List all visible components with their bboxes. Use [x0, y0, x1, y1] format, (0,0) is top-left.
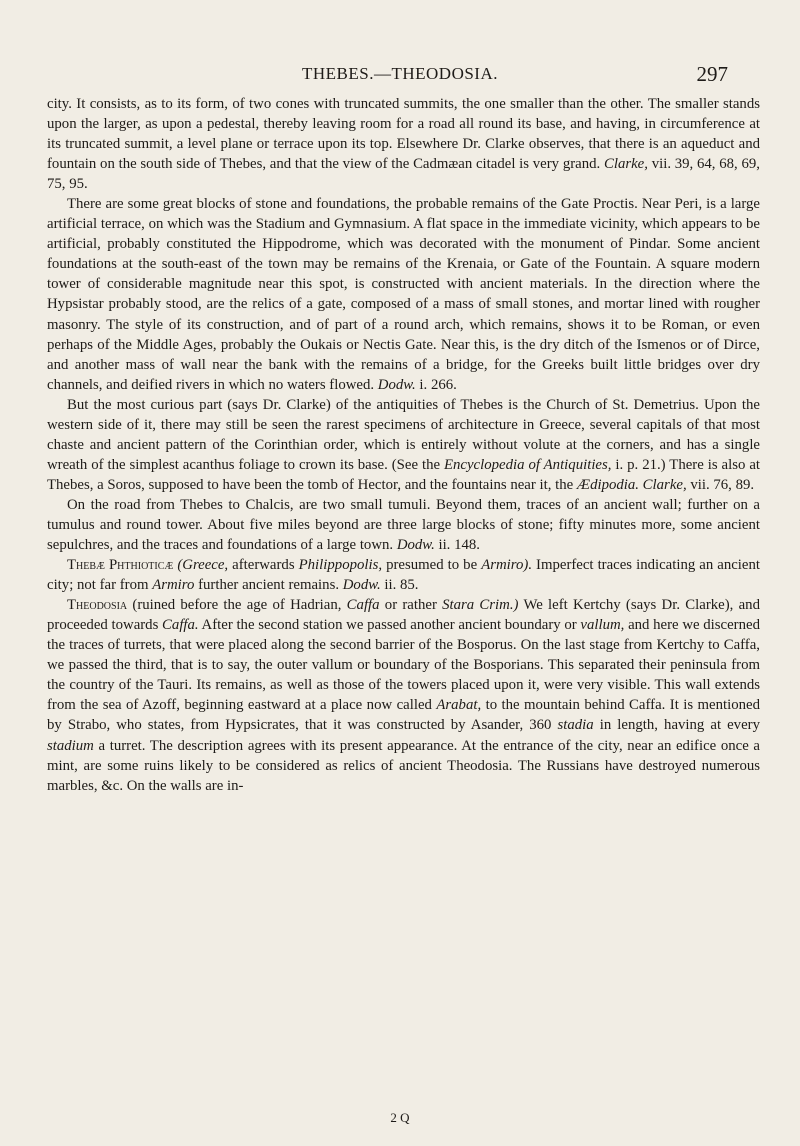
italic-text: Caffa.	[162, 617, 199, 634]
paragraph	[47, 94, 760, 194]
italic-text: Dodw.	[377, 376, 416, 393]
italic-text: Arabat,	[436, 697, 482, 714]
text-run: There are some great blocks of stone and foundations, the probable remains of the Gate Proctis. Near Peri, is a large artificial terrace, on which was the Stadium and Gymnasium. A flat space in the immediate vicinity, which appears to be artificial, probably constituted the Hippodrome, which was decorated with the monument of Pindar. Some ancient foundations at the south-east of the town may be remains of the Krenaia, or Gate of the Fountain. A square modern tower of considerable magnitude near this spot, is constructed with ancient materials. In the direction where the Hypsistar probably stood, are the relics of a gate, composed of a mass of small stones, and mortar lined with rougher masonry. The style of its construction, and of part of a round arch, which remains, shows it to be Roman, or even perhaps of the Middle Ages, probably the Oukais or Nectis Gate. Near this, is the dry ditch of the Ismenos or of Dirce, and another mass of wall near the bank with the remains of a bridge, for the Greeks built little bridges over dry channels, and deified rivers in which no waters flowed.	[47, 196, 760, 393]
text-run: city. It consists, as to its form, of two cones with truncated summits, the one smaller than the other. The smaller stands upon the larger, as upon a pedestal, thereby leaving room for a road all round its base, and having, in circumference at its truncated summit, a level plane or terrace upon its top. Elsewhere Dr. Clarke observes, that there is an aqueduct and fountain on the south side of Thebes, and that the view of the Cadmæan citadel is very grand.	[47, 96, 760, 173]
text-run: ii. 148.	[434, 537, 480, 554]
text-run: to the mountain behind Caffa. It is mentioned by Strabo, who states, from Hypsicrates, that it was constructed by Asander, 360	[47, 697, 760, 734]
italic-text: stadium	[47, 737, 94, 754]
text-run: After the second station we passed another ancient boundary or	[198, 617, 581, 634]
italic-text: Ædipodia. Clarke,	[576, 476, 687, 493]
italic-text: Armiro).	[481, 557, 533, 574]
text-run: or rather	[379, 597, 443, 614]
paragraph	[47, 555, 760, 595]
italic-text: Armiro	[152, 577, 195, 594]
text-run: But the most curious part (says Dr. Clarke) of the antiquities of Thebes is the Church of St. Demetrius. Upon the western side of it, there may still be seen the rarest specimens of architecture in Greece, several capitals of that most chaste and ancient pattern of the Corinthian order, which is entirely without volute at the corners, and has a single wreath of the simplest acanthus foliage to crown its base. (See the	[47, 396, 760, 473]
text-run: i. p. 21.) There is also at Thebes, a Soros, supposed to have been the tomb of Hector, and the fountains near it, the	[47, 456, 760, 493]
running-title: THEBES.—THEODOSIA.	[302, 64, 498, 83]
text-run: On the road from Thebes to Chalcis, are two small tumuli. Beyond them, traces of an ancient wall; further on a tumulus and round tower. About five miles beyond are three large blocks of stone; fifty minutes more, some ancient sepulchres, and the traces and foundations of a large town.	[47, 496, 760, 554]
page-number: 297	[696, 62, 728, 86]
signature-mark: 2 Q	[390, 1110, 410, 1125]
small-caps-heading: Thebæ Phthioticæ	[67, 557, 174, 574]
text-run: vii. 76, 89.	[686, 476, 755, 493]
paragraph	[47, 595, 760, 795]
text-run: and here we discerned the traces of turrets, that were placed along the second barrier of the Bosporus. On the last stage from Kertchy to Caffa, we passed the third, that is to say, the outer vallum or boundary of the Bosporians. This separated their peninsula from the country of the Tauri. Its remains, as well as those of the towers placed upon it, were very visible. This wall extends from the sea of Azoff, beginning eastward at a place now called	[47, 617, 760, 714]
page-header	[0, 62, 800, 92]
text-run: in length, having at every	[593, 717, 760, 734]
italic-text: Philippopolis,	[298, 557, 383, 574]
text-run: further ancient remains.	[194, 577, 343, 594]
text-run: Imperfect traces indicating an ancient city; not far from	[47, 557, 760, 594]
italic-text: (Greece,	[177, 557, 229, 574]
text-run: afterwards	[228, 557, 299, 574]
italic-text: Caffa	[346, 597, 380, 614]
italic-text: Encyclopedia of Antiquities,	[443, 456, 612, 473]
italic-text: Clarke,	[603, 156, 648, 173]
text-run: vii. 39, 64, 68, 69, 75, 95.	[47, 156, 760, 193]
text-run: We left Kertchy (says Dr. Clarke), and proceeded towards	[47, 597, 760, 634]
text-run: a turret. The description agrees with its present appearance. At the entrance of the city, near an edifice once a mint, are some ruins likely to be considered as relics of ancient Theodosia. The Russians have destroyed numerous marbles, &c. On the walls are in-	[47, 737, 760, 794]
italic-text: Dodw.	[396, 537, 435, 554]
text-run: ii. 85.	[380, 577, 419, 594]
italic-text: Stara Crim.)	[442, 597, 519, 614]
paragraph	[47, 395, 760, 495]
text-run: (ruined before the age of Hadrian,	[127, 597, 347, 614]
small-caps-heading: Theodosia	[67, 597, 128, 614]
paragraph	[47, 495, 760, 555]
paragraph	[47, 194, 760, 394]
italic-text: stadia	[557, 717, 594, 734]
italic-text: Dodw.	[342, 577, 381, 594]
body-text	[47, 94, 760, 796]
text-run: i. 266.	[415, 376, 457, 393]
italic-text: vallum,	[580, 617, 625, 634]
text-run: presumed to be	[382, 557, 482, 574]
